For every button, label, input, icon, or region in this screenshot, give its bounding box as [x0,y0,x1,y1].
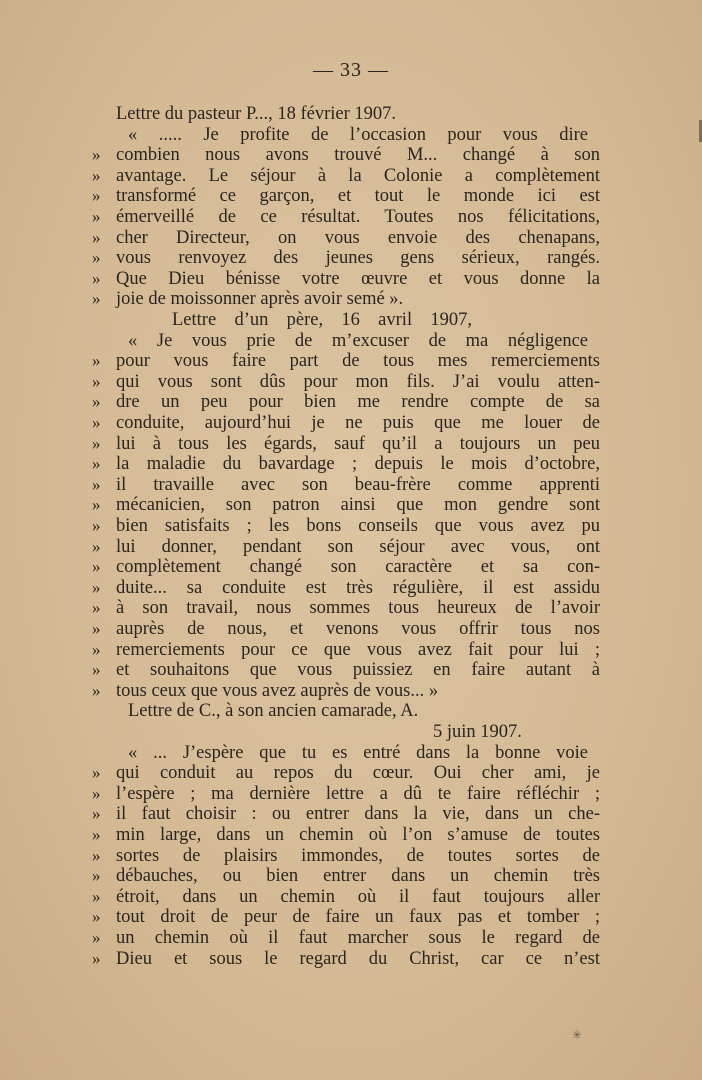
quote-continuation-mark: » [92,887,101,906]
text-line: tous ceux que vous avez auprès de vous... » [116,681,439,701]
text-line: transformé ce garçon, et tout le monde ici est [116,186,600,206]
text-line: Lettre de C., à son ancien camarade, A. [128,701,419,721]
text-line: Que Dieu bénisse votre œuvre et vous donne la [116,269,600,289]
text-line: auprès de nous, et venons vous offrir tous nos [116,619,600,639]
text-line: joie de moissonner après avoir semé ». [116,289,404,309]
quote-continuation-mark: » [92,846,101,865]
quote-continuation-mark: » [92,248,101,267]
quote-continuation-mark: » [92,269,101,288]
quote-continuation-mark: » [92,289,101,308]
quote-continuation-mark: » [92,434,101,453]
text-line: 5 juin 1907. [433,722,522,742]
text-line: cher Directeur, on vous envoie des chenapans, [116,228,600,248]
text-line: il faut choisir : ou entrer dans la vie, dans un che- [116,804,600,824]
text-line: étroit, dans un chemin où il faut toujours aller [116,887,600,907]
quote-continuation-mark: » [92,928,101,947]
footer-mark: ✳ [572,1028,583,1042]
text-line: min large, dans un chemin où l’on s’amuse de toutes [116,825,600,845]
text-line: l’espère ; ma dernière lettre a dû te faire réfléchir ; [116,784,600,804]
text-line: « Je vous prie de m’excuser de ma négligence [128,331,588,351]
quote-continuation-mark: » [92,784,101,803]
text-line: duite... sa conduite est très régulière, il est assidu [116,578,600,598]
quote-continuation-mark: » [92,166,101,185]
text-line: et souhaitons que vous puissiez en faire autant à [116,660,600,680]
quote-continuation-mark: » [92,413,101,432]
quote-continuation-mark: » [92,660,101,679]
text-line: pour vous faire part de tous mes remerciements [116,351,600,371]
text-line: qui conduit au repos du cœur. Oui cher ami, je [116,763,600,783]
text-line: sortes de plaisirs immondes, de toutes sortes de [116,846,600,866]
quote-continuation-mark: » [92,475,101,494]
text-line: conduite, aujourd’hui je ne puis que me louer de [116,413,600,433]
quote-continuation-mark: » [92,949,101,968]
text-line: Lettre du pasteur P..., 18 février 1907. [116,104,396,124]
quote-continuation-mark: » [92,866,101,885]
quote-continuation-mark: » [92,825,101,844]
page-number: — 33 — [313,59,389,81]
text-line: remerciements pour ce que vous avez fait pour lui ; [116,640,600,660]
text-line: lui à tous les égards, sauf qu’il a toujours un peu [116,434,600,454]
quote-continuation-mark: » [92,392,101,411]
quote-continuation-mark: » [92,557,101,576]
text-line: Dieu et sous le regard du Christ, car ce n’est [116,949,600,969]
quote-continuation-mark: » [92,537,101,556]
text-line: dre un peu pour bien me rendre compte de sa [116,392,600,412]
quote-continuation-mark: » [92,907,101,926]
quote-continuation-mark: » [92,619,101,638]
quote-continuation-mark: » [92,454,101,473]
quote-continuation-mark: » [92,351,101,370]
text-line: bien satisfaits ; les bons conseils que vous avez pu [116,516,600,536]
text-line: « ..... Je profite de l’occasion pour vous dire [128,125,588,145]
text-line: vous renvoyez des jeunes gens sérieux, rangés. [116,248,600,268]
text-line: « ... J’espère que tu es entré dans la bonne voie [128,743,588,763]
quote-continuation-mark: » [92,228,101,247]
text-line: tout droit de peur de faire un faux pas et tomber ; [116,907,600,927]
text-line: complètement changé son caractère et sa con- [116,557,600,577]
text-line: avantage. Le séjour à la Colonie a complètement [116,166,600,186]
quote-continuation-mark: » [92,495,101,514]
text-line: la maladie du bavardage ; depuis le mois d’octobre, [116,454,600,474]
quote-continuation-mark: » [92,207,101,226]
quote-continuation-mark: » [92,763,101,782]
quote-continuation-mark: » [92,186,101,205]
text-line: il travaille avec son beau-frère comme apprenti [116,475,600,495]
quote-continuation-mark: » [92,372,101,391]
quote-continuation-mark: » [92,598,101,617]
text-line: débauches, ou bien entrer dans un chemin très [116,866,600,886]
text-line: mécanicien, son patron ainsi que mon gendre sont [116,495,600,515]
quote-continuation-mark: » [92,145,101,164]
text-line: lui donner, pendant son séjour avec vous, ont [116,537,600,557]
quote-continuation-mark: » [92,516,101,535]
text-line: combien nous avons trouvé M... changé à son [116,145,600,165]
text-line: qui vous sont dûs pour mon fils. J’ai voulu atten- [116,372,600,392]
text-line: à son travail, nous sommes tous heureux de l’avoir [116,598,600,618]
text-line: Lettre d’un père, 16 avril 1907, [172,310,472,330]
quote-continuation-mark: » [92,640,101,659]
quote-continuation-mark: » [92,578,101,597]
quote-continuation-mark: » [92,804,101,823]
text-line: émerveillé de ce résultat. Toutes nos félicitations, [116,207,600,227]
text-line: un chemin où il faut marcher sous le regard de [116,928,600,948]
quote-continuation-mark: » [92,681,101,700]
